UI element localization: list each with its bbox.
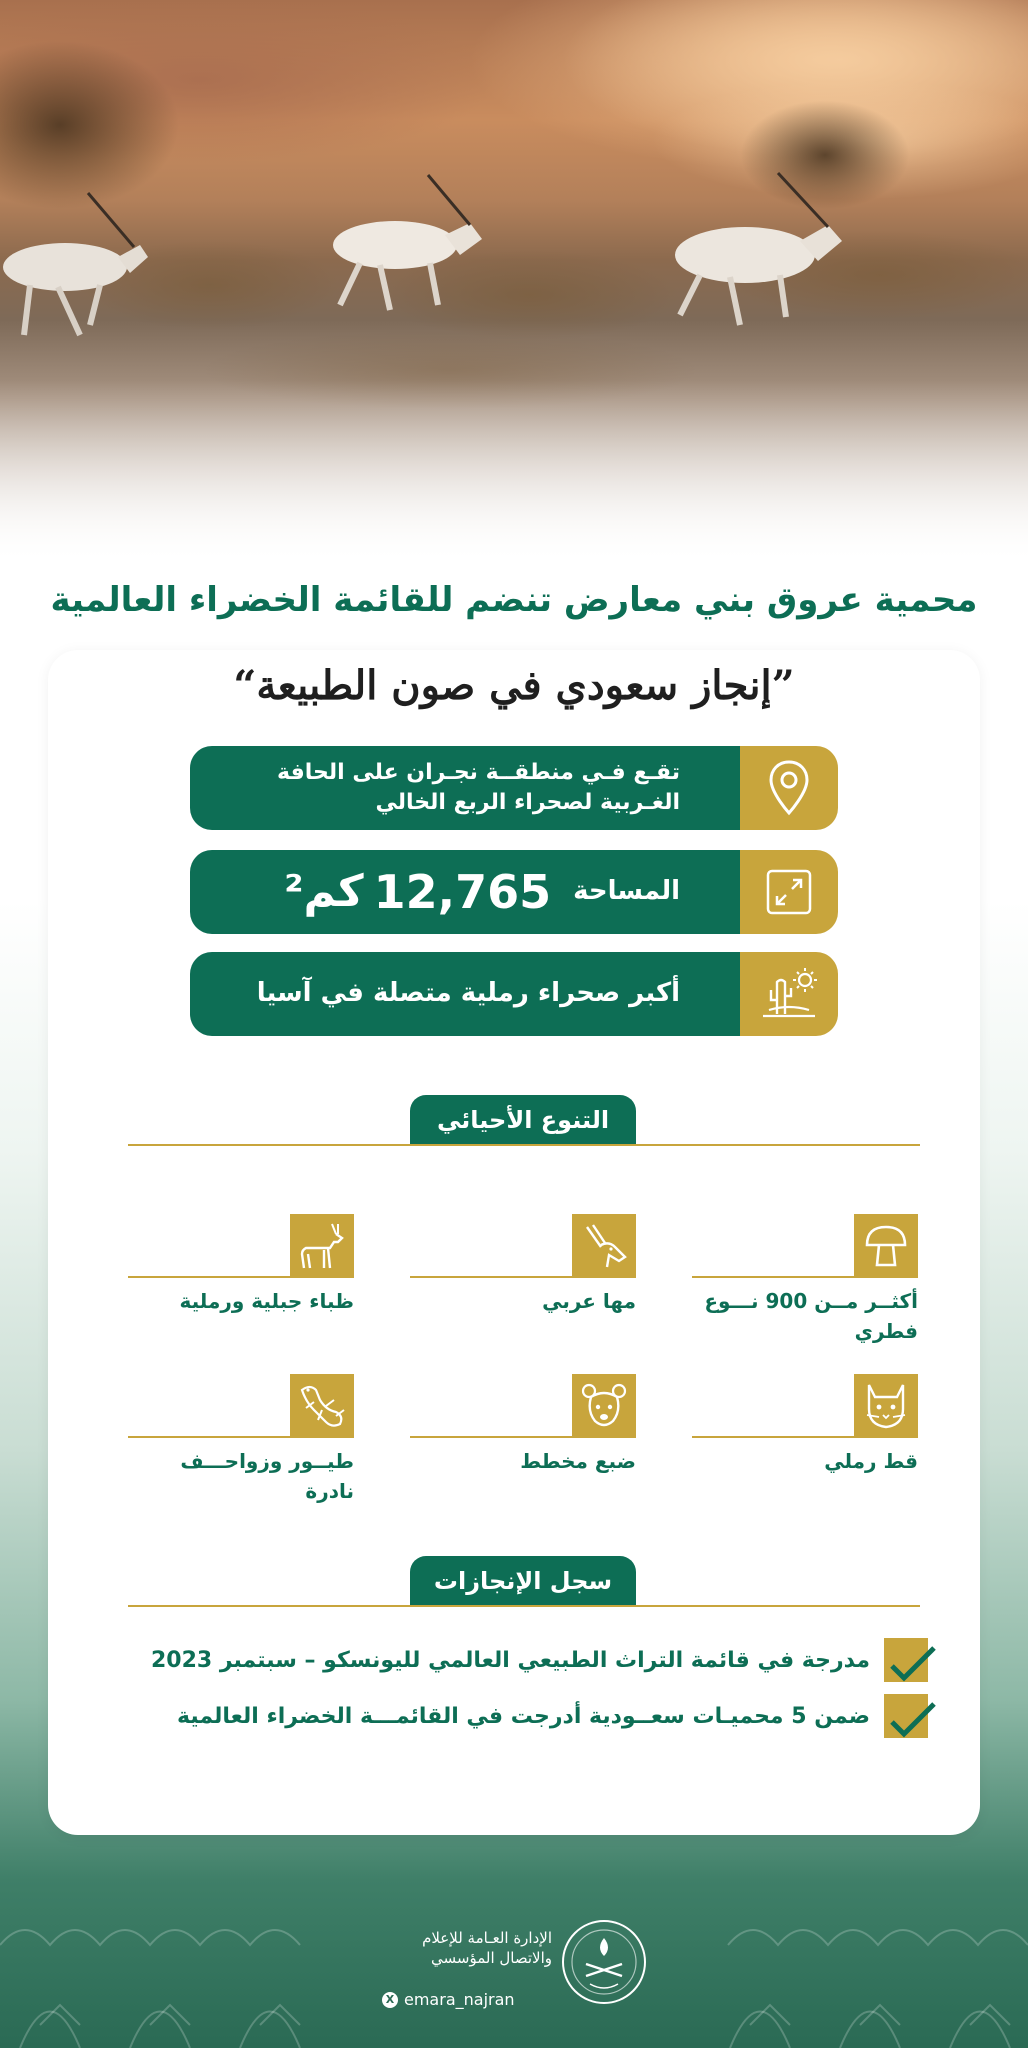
species-item-sand-cat: [692, 1374, 918, 1504]
species-item-hyena: [410, 1374, 636, 1504]
expand-arrows-icon: [740, 850, 838, 934]
achievements-heading: سجل الإنجازات: [410, 1556, 636, 1606]
oryx-center-figure: [320, 165, 500, 315]
page-title: محمية عروق بني معارض تنضم للقائمة الخضراء العالمية: [50, 580, 978, 620]
oryx-right-figure: [660, 165, 860, 335]
location-pin-icon: [740, 746, 838, 830]
footer-social-handle[interactable]: X emara_najran: [382, 1990, 552, 2009]
x-social-icon: X: [382, 1992, 398, 2008]
achievements-divider: [128, 1605, 920, 1607]
location-fact-text: تقـع فـي منطقــة نجـران على الحافة الغـربية لصحراء الربع الخالي: [190, 746, 740, 830]
biodiversity-heading: التنوع الأحيائي: [410, 1095, 636, 1145]
desert-fact: [190, 952, 838, 1036]
desert-fact-text: أكبر صحراء رملية متصلة في آسيا: [190, 952, 740, 1036]
oryx-left-figure: [0, 185, 160, 345]
gazelle-icon: [290, 1214, 354, 1278]
checkmark-icon: [884, 1638, 928, 1682]
hero-photo: [0, 0, 1028, 560]
species-label: ظباء جبلية ورملية: [179, 1289, 354, 1313]
footer-pattern: [0, 1905, 1028, 2048]
sand-cat-icon: [854, 1374, 918, 1438]
species-item-birds-reptiles: [128, 1374, 354, 1504]
species-label: ضبع مخطط: [520, 1449, 636, 1473]
biodiversity-divider: [128, 1144, 920, 1146]
achievement-text: مدرجة في قائمة التراث الطبيعي العالمي لليونسكو – سبتمبر 2023: [150, 1647, 870, 1673]
species-label: مها عربي: [542, 1289, 636, 1313]
location-fact: [190, 746, 838, 830]
hyena-icon: [572, 1374, 636, 1438]
species-item-gazelle: [128, 1214, 354, 1344]
species-label: أكثــر مــن 900 نـــوع فطري: [704, 1289, 918, 1343]
species-item-oryx: [410, 1214, 636, 1344]
achievement-item-green-list: [177, 1688, 928, 1744]
achievement-item-unesco: [151, 1632, 928, 1688]
mushroom-icon: [854, 1214, 918, 1278]
footer-org-name: الإدارة العـامة للإعلام والاتصال المؤسسي: [422, 1929, 552, 1968]
checkmark-icon: [884, 1694, 928, 1738]
achievement-text: ضمن 5 محميـات سعــودية أدرجت في القائمـــة الخضراء العالمية: [177, 1703, 870, 1729]
desert-cactus-sun-icon: [740, 952, 838, 1036]
species-label: قط رملي: [824, 1449, 918, 1473]
page-subtitle: ”إنجاز سعودي في صون الطبيعة“: [233, 662, 795, 709]
oryx-head-icon: [572, 1214, 636, 1278]
area-unit: كم²: [284, 866, 364, 918]
area-value: 12,765: [373, 864, 552, 919]
species-label: طيــور وزواحـــف نادرة: [180, 1449, 354, 1503]
species-item-fungi: [692, 1214, 918, 1344]
najran-emblem-logo: [560, 1918, 648, 2006]
lizard-icon: [290, 1374, 354, 1438]
area-fact: [190, 850, 838, 934]
area-label: المساحة: [573, 876, 680, 907]
